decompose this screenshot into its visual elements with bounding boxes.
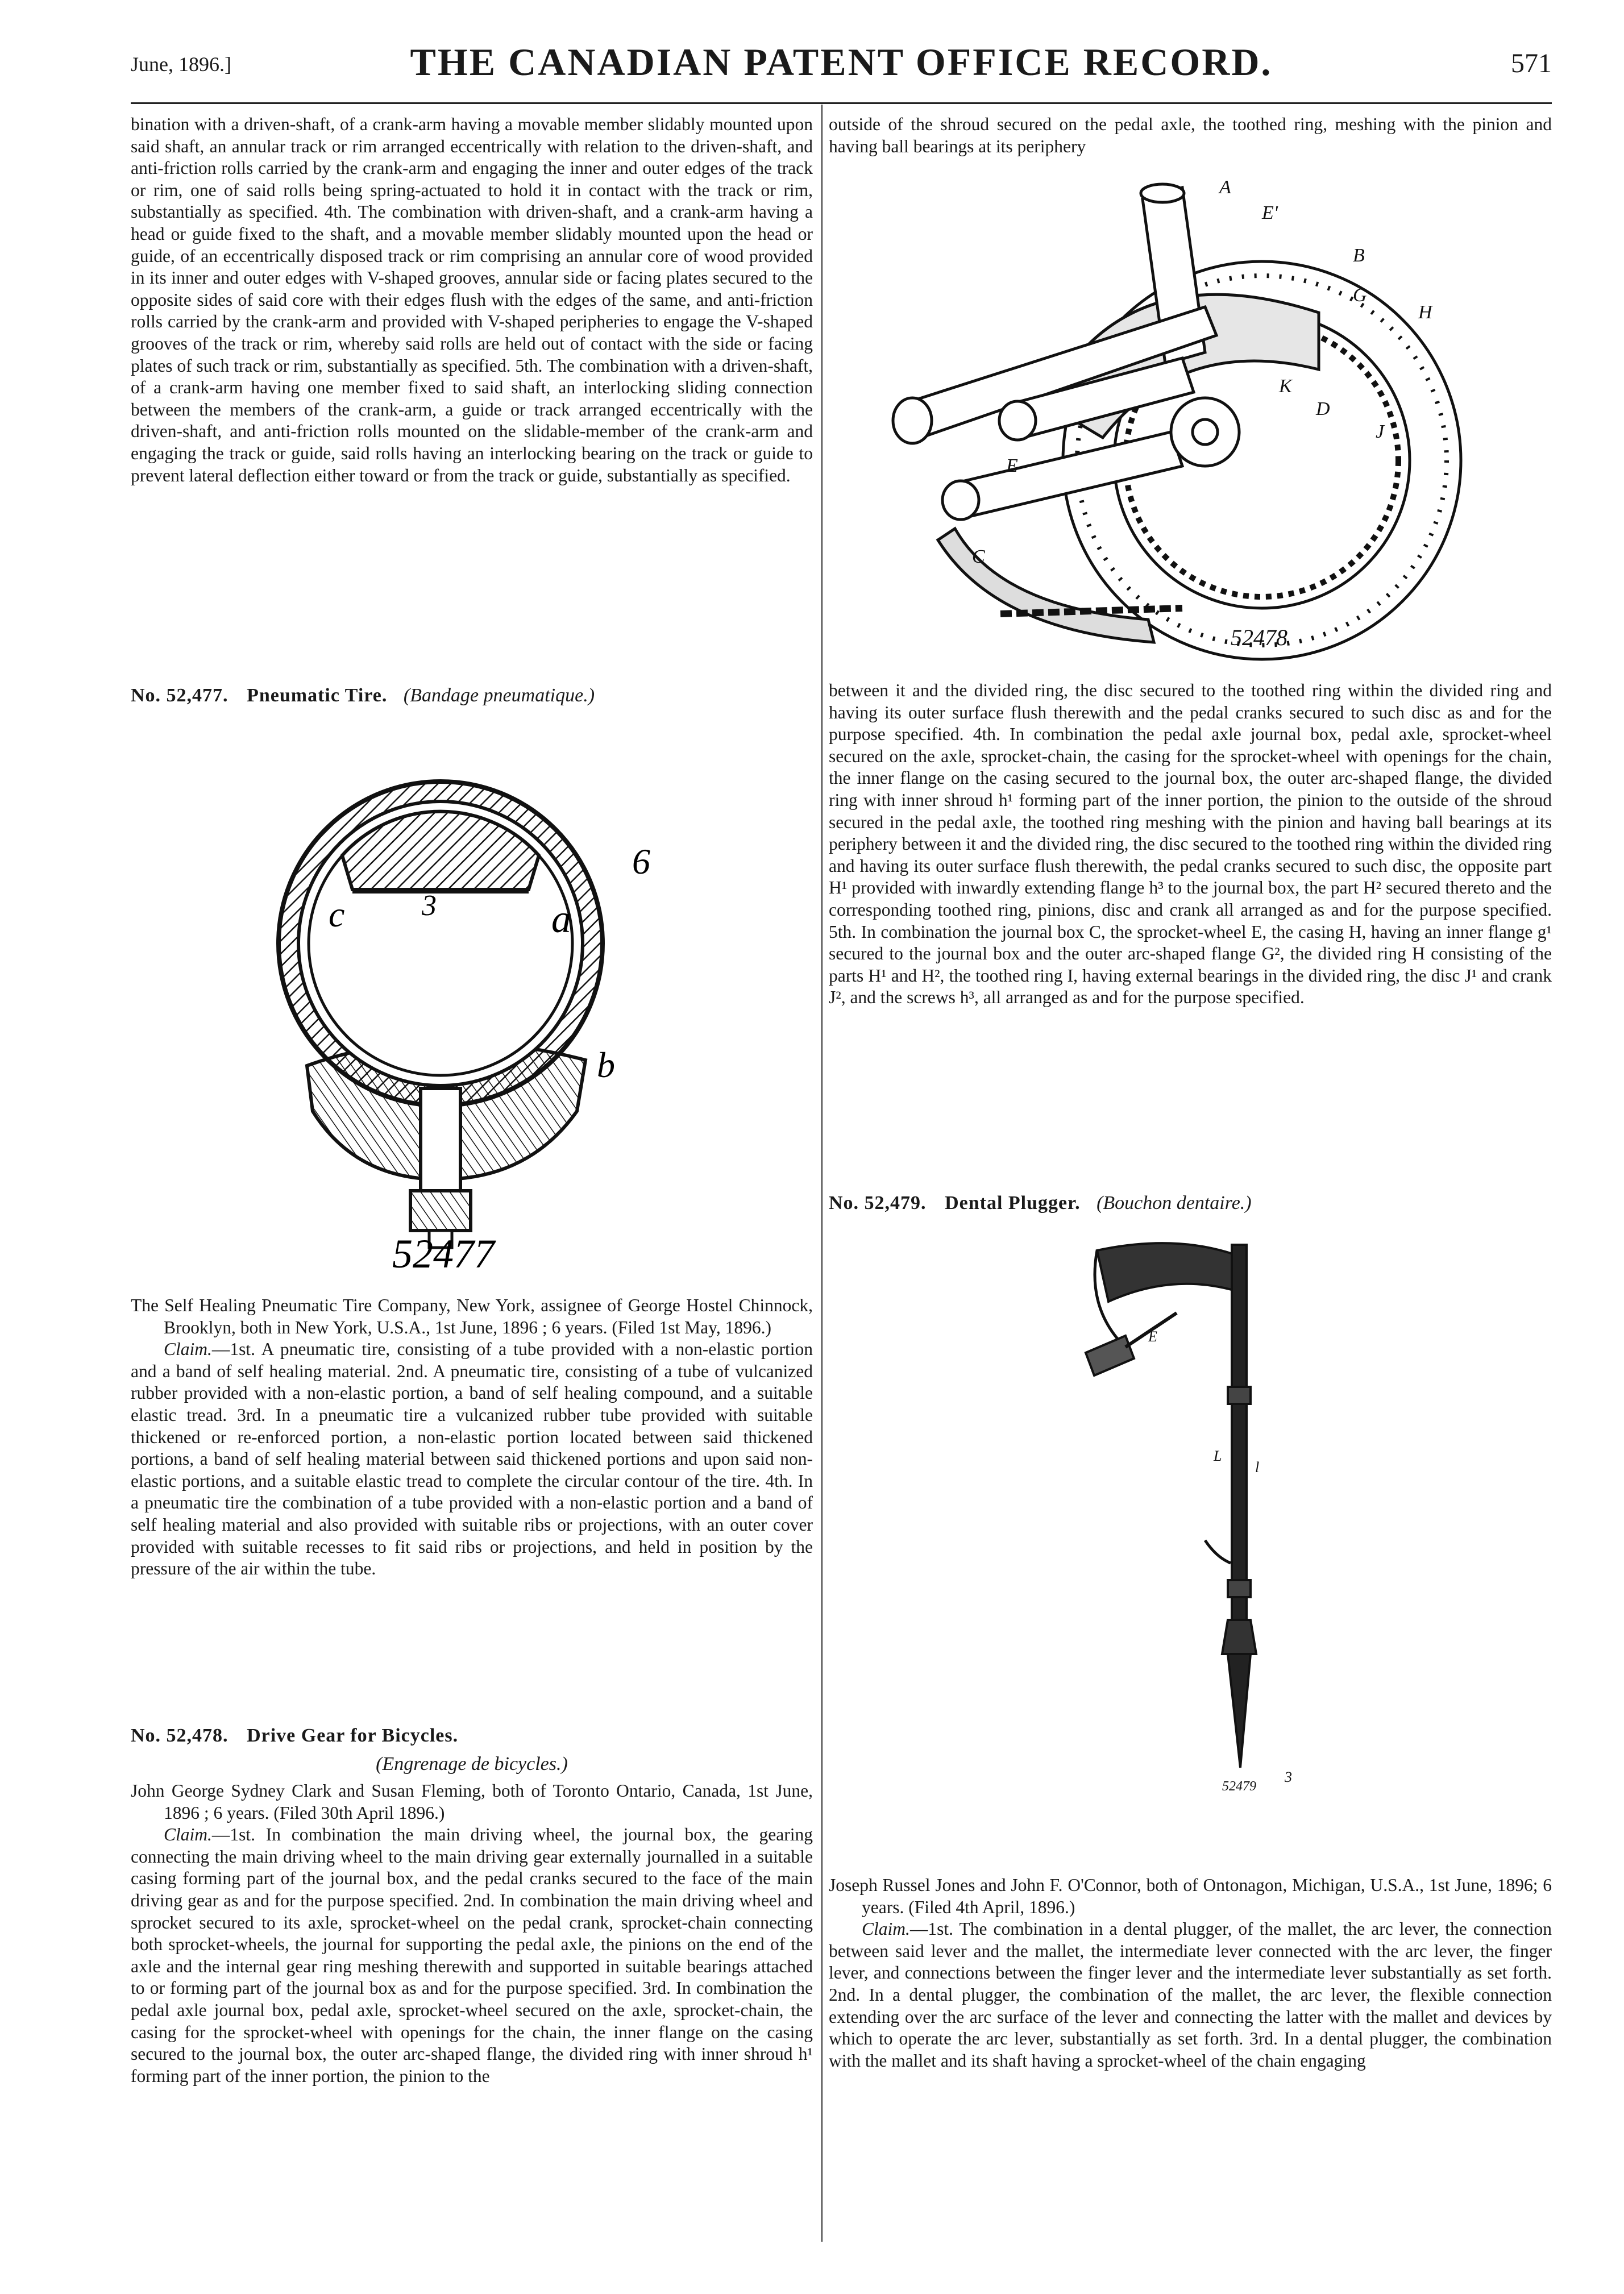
continuation-text: bination with a driven-shaft, of a crank-arm having a movable member slidably mounted upon said shaft, an annular track or rim arranged eccentrically with relation to the driven-shaft, and anti-friction rolls carried by the crank-arm and engaging the inner and outer edges of the track or rim, one of said rolls being spring-actuated to hold it in contact with the track or rim, substantially as specified. 4th. The combination with driven-shaft, and a crank-arm having a head or guide fixed to the shaft, and a movable member slidably mounted upon the head or guide, of an eccentrically disposed track or rim comprising an annular core of wood provided in its inner and outer edges with V-shaped grooves, annular side or facing plates secured to the opposite sides of said core with their edges flush with the edges of the same, and anti-friction rolls carried by the crank-arm and provided with V-shaped peripheries to engage the V-shaped grooves of the track or rim, whereby said rolls are held out of contact with the side or facing plates of such track or rim, substantially as specified. 5th. The combination with a driven-shaft, of a crank-arm having one member fixed to said shaft, an interlocking sliding connection between the members of the crank-arm, a guide or track arranged eccentrically with the driven-shaft, and anti-friction rolls mounted on the slidable-member of the crank-arm and engaging the track or guide, said rolls having an interlocking bearing on the track or guide to prevent lateral deflection either toward or from the track or guide, substantially as specified. (131, 114, 813, 485)
valve-nut (410, 1191, 471, 1231)
label-E: E (1148, 1328, 1157, 1345)
claim-text: —1st. A pneumatic tire, consisting of a tube provided with a non-elastic portion and a band of self healing material. 2nd. A pneumatic tire, consisting of a tube of vulcanized rubber provided with a non-elastic portion, a band of self healing compound, and a suitable elastic tread. 3rd. In a pneumatic tire a vulcanized rubber tube provided with suitable thickened or re-enforced portion, a non-elastic portion located between said thickened portions, a band of self healing material between said thickened portions and upon said non-elastic portions, and a suitable elastic tread to complete the circular contour of the tire. 4th. In a pneumatic tire the combination of a tube provided with a non-elastic portion and a band of self healing material and also provided with suitable ribs or projections, with an outer cover provided with suitable recesses to fit said ribs or projections, and held in position by the pressure of the air within the tube. (131, 1339, 813, 1579)
patent-french-title: (Bandage pneumatique.) (403, 685, 595, 706)
figure-ref-number: 52478 (1231, 625, 1287, 650)
publication-title: THE CANADIAN PATENT OFFICE RECORD. (410, 40, 1273, 84)
claim-label: Claim. (862, 1919, 910, 1939)
patent-52477-heading (131, 683, 813, 708)
patent-number: No. 52,477. (131, 685, 229, 706)
sprocket-hub (1171, 398, 1239, 466)
patent-52478-claim-continued (829, 114, 1552, 157)
finger-lever (1205, 1540, 1231, 1563)
label-a: a (551, 897, 571, 941)
label-B: B (1353, 245, 1365, 266)
left-continuation-block (131, 114, 813, 487)
label-c: c (329, 894, 345, 934)
label-A: A (1219, 177, 1231, 198)
claim-text: —1st. The combination in a dental plugger, of the mallet, the arc lever, the connection between said lever and the mallet, the intermediate lever connected with the arc lever, the finger lever, and connections between the finger lever and the intermediate lever substantially as set forth. 2nd. In a dental plugger, the combination of the mallet, the arc lever, the flexible connection extending over the arc surface of the lever and connecting the latter with the mallet and devices by which to operate the arc lever, substantially as set forth. 3rd. In a dental plugger, the combination with the mallet and its shaft having a sprocket-wheel of the chain engaging (829, 1919, 1552, 2071)
header-rule (131, 102, 1552, 104)
patent-52478-heading (131, 1723, 813, 1748)
label-C: C (972, 546, 985, 567)
label-L: L (1214, 1448, 1222, 1464)
label-K: K (1279, 376, 1292, 397)
plugger-point (1228, 1654, 1251, 1768)
label-E: E (1006, 455, 1018, 476)
issue-date: June, 1896.] (131, 53, 231, 76)
label-D: D (1316, 398, 1330, 419)
label-E-prime: E' (1262, 202, 1278, 223)
patent-52477-body (131, 1295, 813, 1580)
drive-gear-figure (887, 165, 1501, 671)
label-3: 3 (422, 890, 437, 922)
chain-guard (938, 529, 1154, 642)
inventors-text: John George Sydney Clark and Susan Fleming, both of Toronto Ontario, Canada, 1st June, 1896 ; 6 years. (Filed 30th April 1896.) (131, 1781, 813, 1823)
pneumatic-tire-figure (244, 719, 699, 1287)
label-3: 3 (1285, 1769, 1292, 1785)
patent-french-title: (Engrenage de bicycles.) (376, 1753, 568, 1774)
patent-number: No. 52,478. (131, 1725, 229, 1746)
page-number: 571 (1511, 48, 1552, 78)
assignee-text: The Self Healing Pneumatic Tire Company, New York, assignee of George Hostel Chinnock, Brooklyn, both in New York, U.S.A., 1st June, 1896 ; 6 years. (Filed 1st May, 1896.) (131, 1295, 813, 1337)
claim-continued-text: outside of the shroud secured on the pedal axle, the toothed ring, meshing with the pinion and having ball bearings at its periphery (829, 114, 1552, 156)
arc-lever (1097, 1243, 1239, 1302)
label-H: H (1418, 302, 1432, 323)
dental-plugger-figure (1063, 1222, 1302, 1790)
patent-52479-body (829, 1875, 1552, 2072)
claim-label: Claim. (164, 1825, 212, 1845)
column-divider (821, 105, 823, 2242)
patent-52478-body (131, 1780, 813, 2087)
page-header (131, 40, 1552, 91)
claim-continued-text: between it and the divided ring, the disc secured to the toothed ring within the divided ring and having its outer surface flush therewith and the pedal cranks secured to such disc as and for the purpose specified. 4th. In combination the pedal axle journal box, pedal axle, sprocket-wheel secured on the axle, sprocket-chain, the casing for the sprocket-wheel with openings for the chain, the inner flange on the casing secured to the journal box, the outer arc-shaped flange, the divided ring with inner shroud h¹ forming part of the inner portion, the pinion to the outside of the shroud secured in the pedal axle, the toothed ring meshing with the pinion and having ball bearings at its periphery between it and the divided ring, the disc secured to the toothed ring within the divided ring and having its outer surface flush therewith, the pedal cranks secured to such disc, the opposite part H¹ provided with inwardly extending flange h³ to the journal box, the part H² secured thereto and the corresponding toothed ring, pinions, disc and crank all arranged as and for the purpose specified. 5th. In combination the journal box C, the sprocket-wheel E, the casing H, having an inner flange g¹ secured to the journal box and the outer arc-shaped flange G², the divided ring H consisting of the parts H¹ and H², the toothed ring I, having external bearings in the divided ring, the disc J¹ and crank J², and the screws h³, all arranged as and for the purpose specified. (829, 680, 1552, 1008)
valve-stem (421, 1088, 460, 1191)
label-6: 6 (632, 841, 650, 882)
label-l: l (1255, 1459, 1260, 1476)
patent-52478-claim-continued-2 (829, 680, 1552, 1009)
patent-52479-heading (829, 1191, 1552, 1216)
label-b: b (597, 1045, 615, 1085)
claim-text: —1st. In combination the main driving wheel, the journal box, the gearing connecting the main driving wheel to the main driving gear externally journalled in a suitable casing forming part of the journal box, and the pedal cranks secured to the face of the main driving gear as and for the purpose specified. 2nd. In combination the main driving wheel and sprocket secured to its axle, sprocket-wheel on the pedal crank, sprocket-chain connecting both sprocket-wheels, the journal for supporting the pedal axle, the pinions on the end of the axle and the internal gear ring meshing therewith and supported in suitable bearings attached to or forming part of the journal box as and for the purpose specified. 3rd. In combination the pedal axle journal box, pedal axle, sprocket-wheel secured on the axle, sprocket-chain, the casing for the sprocket-wheel with openings for the chain, the inner flange on the casing secured to the journal box, the outer arc-shaped flange, the divided ring with inner shroud h¹ forming part of the inner portion, the pinion to the (131, 1825, 813, 2086)
label-J: J (1376, 421, 1385, 442)
figure-ref-number: 52477 (392, 1231, 495, 1277)
mallet (1086, 1336, 1134, 1375)
figure-ref-number: 52479 (1222, 1779, 1256, 1790)
label-G: G (1353, 285, 1367, 306)
patent-title: Drive Gear for Bicycles. (247, 1725, 459, 1746)
patent-title: Dental Plugger. (945, 1192, 1081, 1214)
patent-french-title: (Bouchon dentaire.) (1096, 1192, 1252, 1214)
patent-52478-french (131, 1752, 813, 1777)
patent-title: Pneumatic Tire. (247, 685, 388, 706)
claim-label: Claim. (164, 1339, 212, 1360)
inventors-text: Joseph Russel Jones and John F. O'Connor, both of Ontonagon, Michigan, U.S.A., 1st June, 1896; 6 years. (Filed 4th April, 1896.) (829, 1875, 1552, 1917)
patent-number: No. 52,479. (829, 1192, 927, 1214)
